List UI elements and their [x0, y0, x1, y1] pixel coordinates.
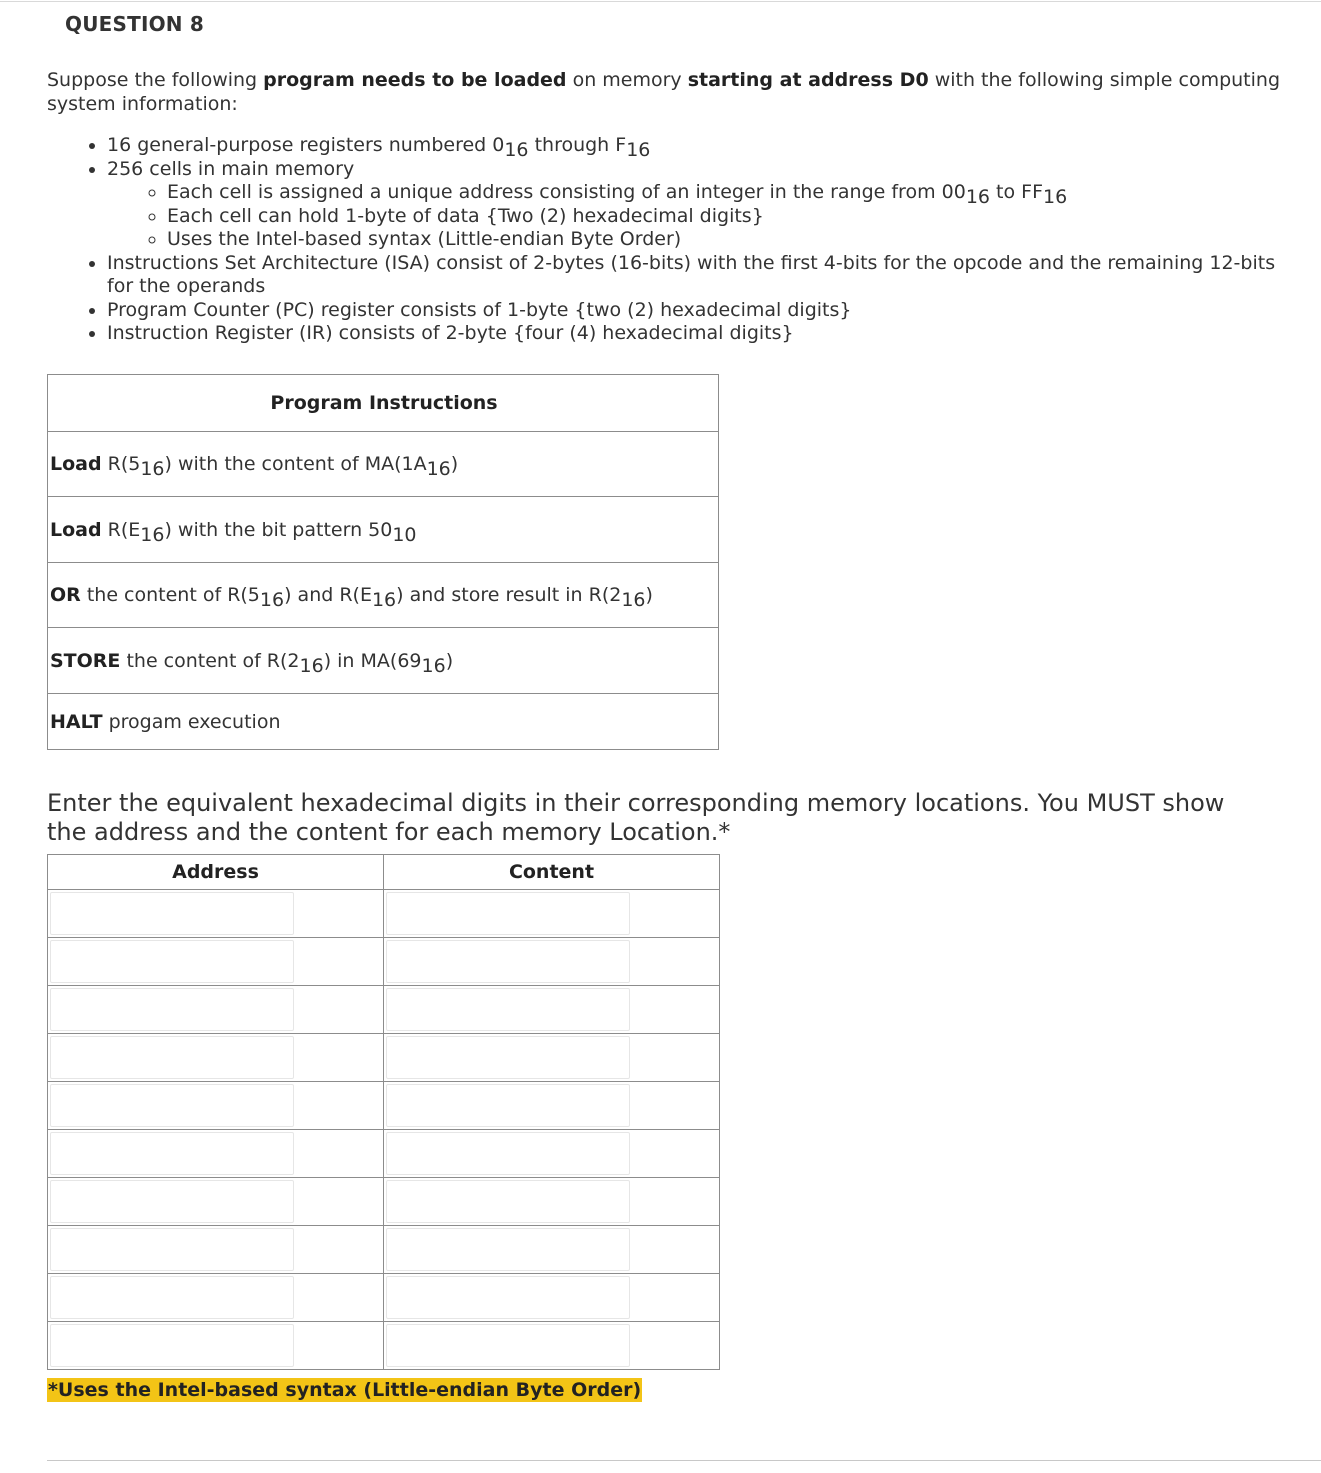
table-row [48, 986, 720, 1034]
address-input[interactable] [50, 1132, 294, 1175]
table-row [48, 1274, 720, 1322]
address-input[interactable] [50, 1084, 294, 1127]
question-intro: Suppose the following program needs to be loaded on memory starting at address D0 with the following simple computing system information: [47, 69, 1281, 115]
table-row [48, 890, 720, 938]
content-input[interactable] [386, 1036, 630, 1079]
table-row [48, 1082, 720, 1130]
top-divider [0, 1, 1321, 2]
little-endian-note: *Uses the Intel-based syntax (Little-endian Byte Order) [48, 1379, 642, 1401]
table-row [48, 1130, 720, 1178]
info-cell-hold: ◦ Each cell can hold 1-byte of data {Two (2) hexadecimal digits} [167, 205, 1307, 229]
instruction-row: Load $R(E_{16})$ with the bit pattern $50_{10}$ [48, 497, 719, 563]
instruction-row: HALT progam execution [48, 694, 719, 750]
info-cell-address: ◦ Each cell is assigned a unique address consisting of an integer in the range from $00_{16}$ to $FF_{16}$ [167, 181, 1307, 205]
cells-sublist [107, 181, 1307, 252]
info-ir: • Instruction Register (IR) consists of 2-byte {four (4) hexadecimal digits} [107, 322, 1307, 346]
answer-table [47, 854, 720, 1370]
question-title: QUESTION 8 [65, 12, 205, 36]
info-pc: • Program Counter (PC) register consists of 1-byte {two (2) hexadecimal digits} [107, 299, 1307, 323]
instruction-row: STORE the content of $R(2_{16})$ in $MA(69_{16})$ [48, 628, 719, 694]
program-instructions-header: Program Instructions [48, 375, 719, 432]
address-input[interactable] [50, 1324, 294, 1367]
table-row [48, 1178, 720, 1226]
table-row [48, 938, 720, 986]
content-input[interactable] [386, 1180, 630, 1223]
address-input[interactable] [50, 1180, 294, 1223]
content-input[interactable] [386, 1228, 630, 1271]
table-row [48, 1226, 720, 1274]
bottom-divider [47, 1460, 1321, 1461]
system-info-list [60, 134, 1307, 346]
info-isa: • Instructions Set Architecture (ISA) consist of 2-bytes (16-bits) with the first 4-bits for the opcode and the remaining 12-bits for the operands [107, 252, 1307, 299]
answer-prompt: Enter the equivalent hexadecimal digits in their corresponding memory locations. You MUST show the address and the content for each memory Location.* [47, 789, 1225, 846]
content-input[interactable] [386, 892, 630, 935]
content-input[interactable] [386, 1132, 630, 1175]
address-input[interactable] [50, 1228, 294, 1271]
content-input[interactable] [386, 1324, 630, 1367]
address-input[interactable] [50, 892, 294, 935]
content-input[interactable] [386, 988, 630, 1031]
address-input[interactable] [50, 1276, 294, 1319]
instruction-row: OR the content of $R(5_{16})$ and $R(E_{16})$ and store result in $R(2_{16})$ [48, 563, 719, 628]
content-input[interactable] [386, 940, 630, 983]
table-row [48, 1034, 720, 1082]
table-row [48, 1322, 720, 1370]
instruction-row: Load $R(5_{16})$ with the content of $MA(1A_{16})$ [48, 432, 719, 497]
info-registers: • 16 general-purpose registers numbered $0_{16}$ through $F_{16}$ [107, 134, 1307, 158]
content-input[interactable] [386, 1276, 630, 1319]
address-column-header: Address [48, 855, 384, 890]
address-input[interactable] [50, 988, 294, 1031]
program-instructions-table [47, 374, 719, 750]
address-input[interactable] [50, 1036, 294, 1079]
content-column-header: Content [384, 855, 720, 890]
address-input[interactable] [50, 940, 294, 983]
info-cells: • 256 cells in main memory ◦ Each cell is assigned a unique address consisting of an integer in the range from $00_{16}$ to $FF_{16}$ ◦ Each cell can hold 1-byte of data {Two (2) hexadecimal digits} ◦ Uses the Intel-based syntax (Little-endian Byte Order) [107, 158, 1307, 252]
content-input[interactable] [386, 1084, 630, 1127]
info-cell-syntax: ◦ Uses the Intel-based syntax (Little-endian Byte Order) [167, 228, 1307, 252]
